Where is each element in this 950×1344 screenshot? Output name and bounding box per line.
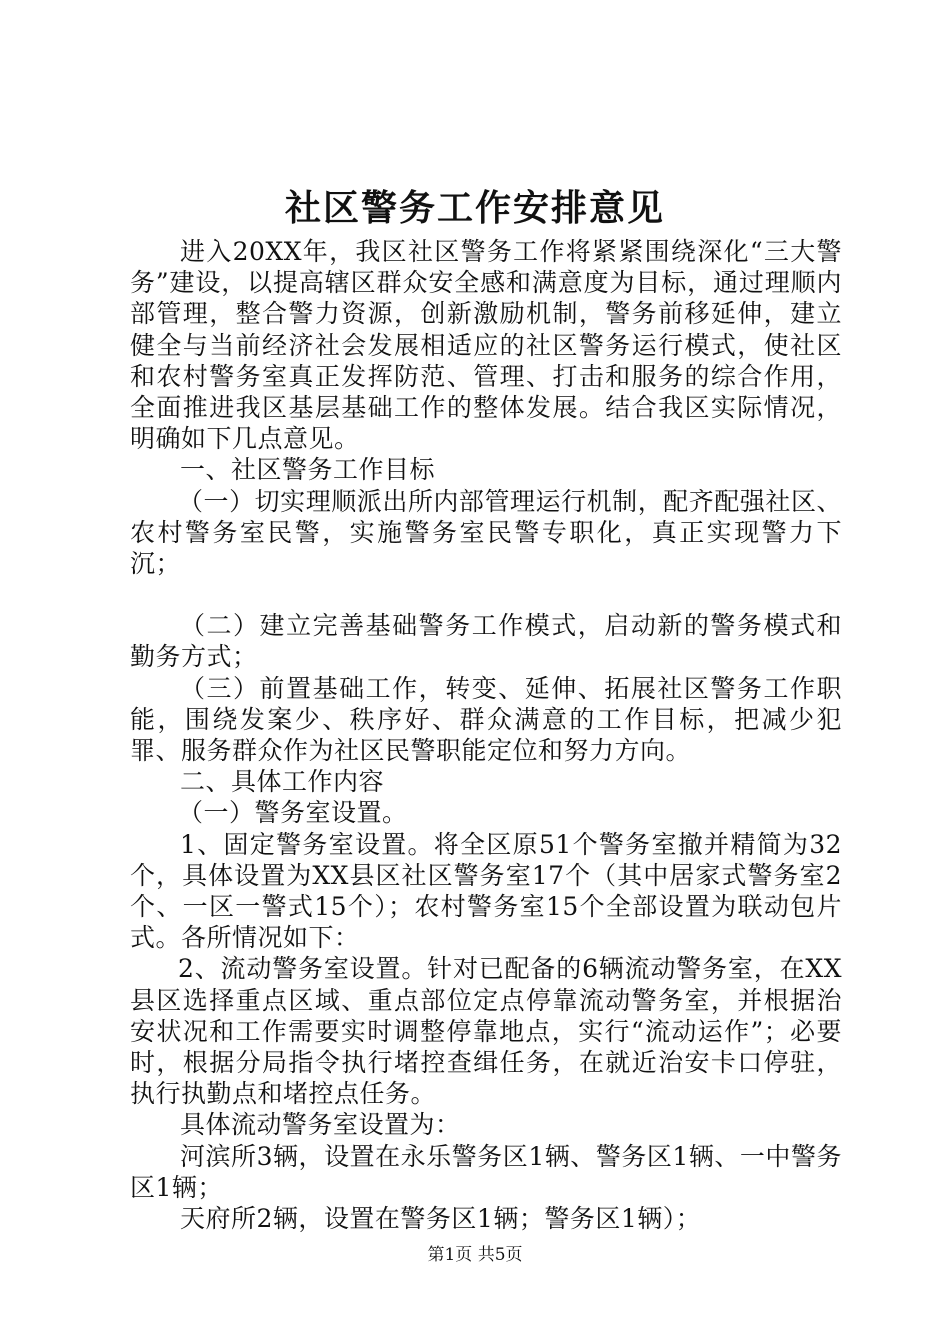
intro-paragraph: 进入20XX年，我区社区警务工作将紧紧围绕深化“三大警务”建设，以提高辖区群众安全感和满意度为目标，通过理顺内部管理，整合警力资源，创新激励机制，警务前移延伸，建立健全与当前经济社会发展相适应的社区警务运行模式，使社区和农村警务室真正发挥防范、管理、打击和服务的综合作用，全面推进我区基层基础工作的整体发展。结合我区实际情况，明确如下几点意见。 [130, 237, 842, 454]
section-heading-goals: 一、社区警务工作目标 [180, 455, 436, 485]
goal-item-2: （二）建立完善基础警务工作模式，启动新的警务模式和勤务方式； [130, 611, 842, 672]
content-item-2: 2、流动警务室设置。针对已配备的6辆流动警务室，在XX县区选择重点区域、重点部位定点停靠流动警务室，并根据治安状况和工作需要实时调整停靠地点，实行“流动运作”；必要时，根据分局指令执行堵控查缉任务，在就近治安卡口停驻，执行执勤点和堵控点任务。 [130, 954, 842, 1109]
blank-line [130, 579, 842, 610]
goal-item-3: （三）前置基础工作，转变、延伸、拓展社区警务工作职能，围绕发案少、秩序好、群众满意的工作目标，把减少犯罪、服务群众作为社区民警职能定位和努力方向。 [130, 673, 842, 766]
page-title: 社区警务工作安排意见 [284, 187, 665, 229]
page-number: 第1页 共5页 [427, 1245, 523, 1265]
goal-item-1: （一）切实理顺派出所内部管理运行机制，配齐配强社区、农村警务室民警，实施警务室民警专职化，真正实现警力下沉； [130, 486, 842, 579]
mobile-setup-hebin: 河滨所3辆，设置在永乐警务区1辆、警务区1辆、一中警务区1辆； [130, 1141, 842, 1202]
section-heading-content: 二、具体工作内容 [180, 767, 385, 797]
subsection-heading: （一）警务室设置。 [178, 798, 408, 828]
content-item-1: 1、固定警务室设置。将全区原51个警务室撤并精简为32个，具体设置为XX县区社区警务室17个（其中居家式警务室2个、一区一警式15个）；农村警务室15个全部设置为联动包片式。各所情况如下： [130, 829, 842, 953]
mobile-setup-heading: 具体流动警务室设置为： [180, 1110, 461, 1140]
document-body [130, 236, 842, 1234]
mobile-setup-tianfu: 天府所2辆，设置在警务区1辆；警务区1辆）； [180, 1204, 702, 1234]
